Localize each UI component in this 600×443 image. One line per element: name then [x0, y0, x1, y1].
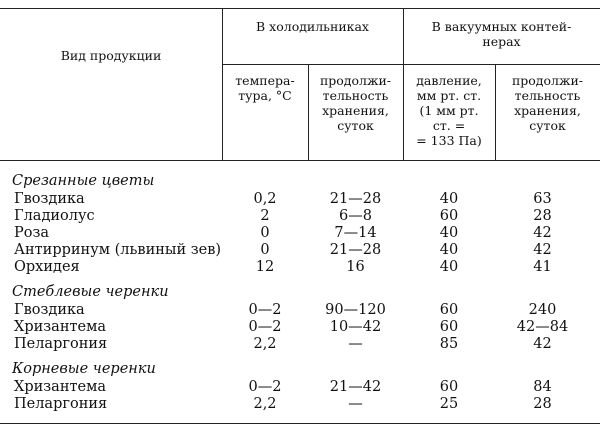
cell-name: Антирринум (львиный зев): [14, 242, 222, 258]
section-title: Стеблевые черенки: [12, 284, 169, 300]
cell-pressure: 60: [439, 379, 459, 395]
cell-name: Роза: [14, 225, 50, 241]
cell-name: Пеларгония: [14, 396, 108, 412]
cell-name: Хризантема: [14, 379, 107, 395]
table-row: [0, 301, 600, 319]
table-row: [0, 190, 600, 208]
cell-name: Гладиолус: [14, 208, 95, 224]
cell-temp: 0—2: [248, 379, 282, 395]
cell-temp: 0—2: [248, 302, 282, 318]
cell-vdays: 42—84: [516, 319, 569, 335]
section-title: Корневые черенки: [12, 361, 156, 377]
cell-temp: 2,2: [253, 396, 277, 412]
table-row: [0, 395, 600, 413]
header-duration-vacuum: продолжи- тельность хранения, суток: [511, 73, 584, 133]
cell-name: Пеларгония: [14, 336, 108, 352]
cell-pressure: 60: [439, 208, 459, 224]
cell-days: —: [348, 336, 363, 352]
cell-vdays: 28: [533, 208, 552, 224]
header-vacuum-2: нерах: [482, 34, 521, 49]
table-row: [0, 318, 600, 336]
cell-pressure: 40: [439, 191, 459, 207]
cell-days: 21—28: [329, 191, 382, 207]
cell-days: 7—14: [334, 225, 377, 241]
cell-pressure: 60: [439, 302, 459, 318]
cell-temp: 2: [260, 208, 270, 224]
cell-pressure: 40: [439, 225, 459, 241]
cell-pressure: 85: [439, 336, 459, 352]
cell-days: 21—28: [329, 242, 382, 258]
header-pressure: давление, мм рт. ст. (1 мм рт. ст. = = 133 Па): [416, 73, 482, 148]
header-product: Вид продукции: [60, 48, 162, 63]
cell-pressure: 40: [439, 242, 459, 258]
cell-name: Гвоздика: [14, 302, 85, 318]
subheader-rule: [222, 64, 600, 65]
cell-days: 10—42: [329, 319, 382, 335]
cell-pressure: 25: [439, 396, 459, 412]
table-row: [0, 241, 600, 259]
cell-vdays: 42: [533, 242, 552, 258]
table-row: [0, 224, 600, 242]
cell-days: 16: [346, 259, 365, 275]
table-bottom-rule: [0, 423, 600, 424]
cell-temp: 2,2: [253, 336, 277, 352]
cell-vdays: 84: [533, 379, 552, 395]
cell-days: 90—120: [325, 302, 386, 318]
cell-temp: 12: [255, 259, 275, 275]
header-temperature: темпера- тура, °С: [235, 73, 295, 103]
cell-temp: 0,2: [253, 191, 277, 207]
cell-name: Хризантема: [14, 319, 107, 335]
cell-temp: 0—2: [248, 319, 282, 335]
cell-vdays: 28: [533, 396, 552, 412]
cell-vdays: 42: [533, 225, 552, 241]
table-row: [0, 258, 600, 276]
cell-name: Гвоздика: [14, 191, 85, 207]
table-row: [0, 207, 600, 225]
header-fridge: В холодильниках: [256, 19, 369, 34]
header-vacuum-1: В вакуумных контей-: [431, 19, 572, 34]
cell-vdays: 41: [533, 259, 552, 275]
table-row: [0, 335, 600, 353]
cell-days: 6—8: [339, 208, 372, 224]
header-duration-fridge: продолжи- тельность хранения, суток: [319, 73, 392, 133]
cell-vdays: 63: [533, 191, 552, 207]
section-title: Срезанные цветы: [12, 173, 155, 189]
cell-pressure: 40: [439, 259, 459, 275]
cell-temp: 0: [260, 242, 270, 258]
cell-days: 21—42: [329, 379, 382, 395]
cell-vdays: 240: [528, 302, 557, 318]
header-bottom-rule: [0, 160, 600, 161]
table-top-rule: [0, 8, 600, 9]
cell-vdays: 42: [533, 336, 552, 352]
cell-days: —: [348, 396, 363, 412]
cell-name: Орхидея: [14, 259, 80, 275]
cell-pressure: 60: [439, 319, 459, 335]
cell-temp: 0: [260, 225, 270, 241]
table-row: [0, 378, 600, 396]
